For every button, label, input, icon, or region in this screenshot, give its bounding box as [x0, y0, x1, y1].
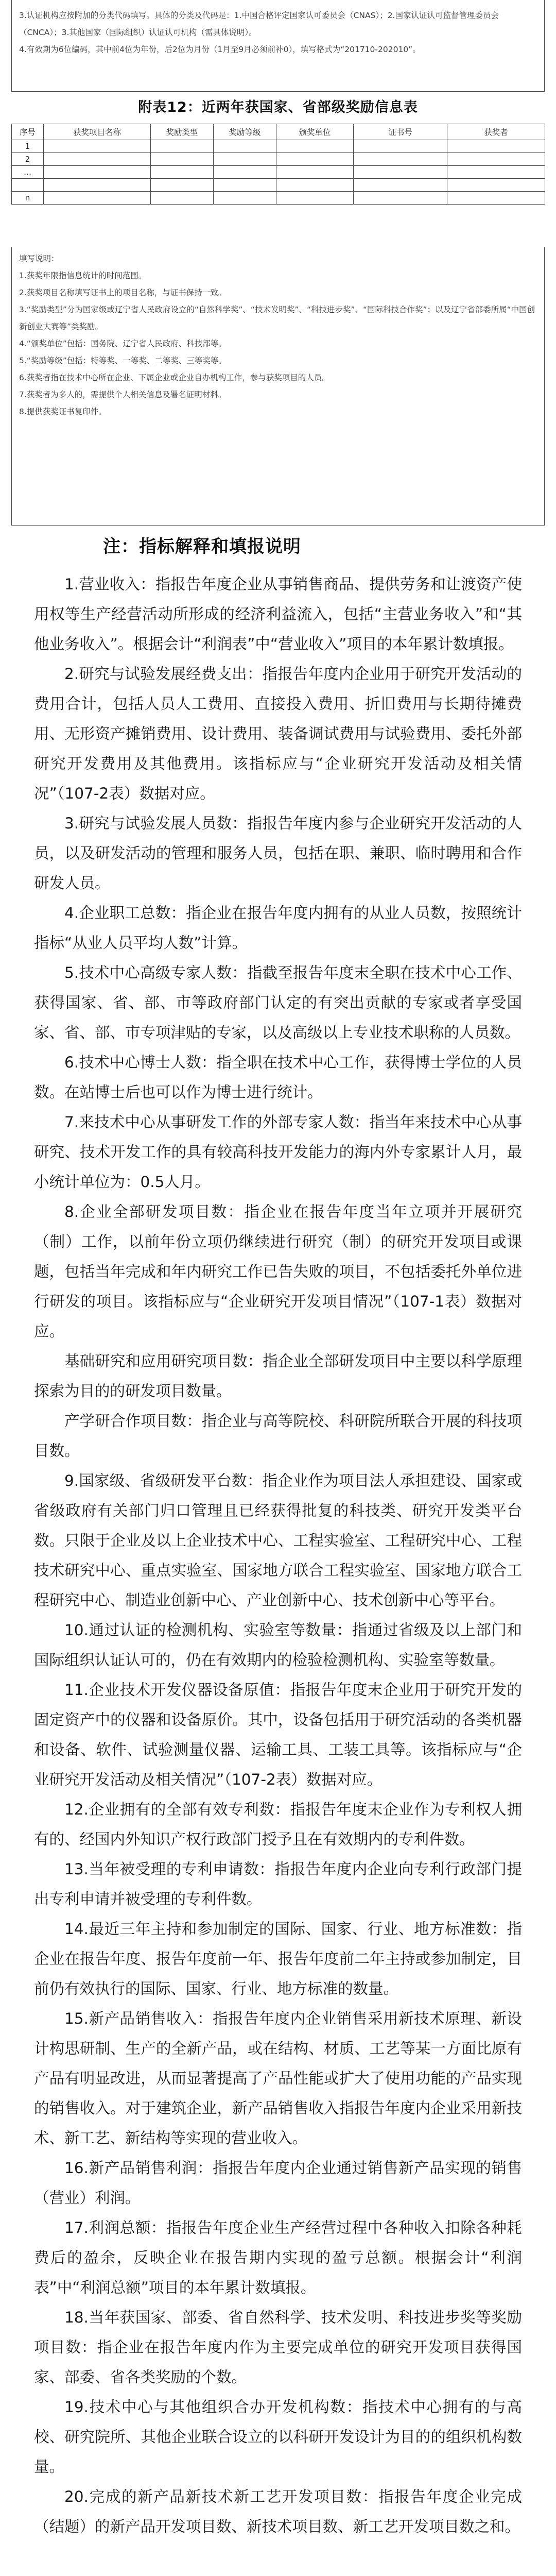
row-number: n	[12, 192, 44, 205]
explanation-item: 15.新产品销售收入：指报告年度内企业销售采用新技术原理、新设计构思研制、生产的全新产品，或在结构、材质、工艺等某一方面比原有产品有明显改进，从而显著提高了产品性能或扩大了使用功能的产品实现的销售收入。对于建筑企业，新产品销售收入指报告年度内企业采用新技术、新工艺、新结构等实现的营业收入。	[34, 2010, 522, 2147]
explanation-item: 6.技术中心博士人数：指全职在技术中心工作，获得博士学位的人员数。在站博士后也可以作为博士进行统计。	[34, 1054, 522, 1101]
explanation-item: 13.当年被受理的专利申请数：指报告年度内企业向专利行政部门提出专利申请并被受理的专利件数。	[34, 1860, 522, 1908]
explanation-item: 20.完成的新产品新技术新工艺开发项目数：指报告年度企业完成（结题）的新产品开发项目数、新技术项目数、新工艺开发项目数之和。	[34, 2488, 522, 2535]
explanation-item: 12.企业拥有的全部有效专利数：指报告年度末企业作为专利权人拥有的、经国内外知识产权行政部门授予且在有效期内的专利件数。	[34, 1801, 522, 1848]
row-number: 1	[12, 140, 44, 153]
explanation-item: 10.通过认证的检测机构、实验室等数量：指通过省级及以上部门和国际组织认证认可的，仍在有效期内的检验检测机构、实验室等数量。	[34, 1621, 522, 1669]
header-cell: 奖励类型	[151, 124, 214, 140]
table-row	[12, 166, 545, 179]
fill-instruction-item: 7.获奖者为多人的，需提供个人相关信息及署名证明材料。	[19, 390, 227, 399]
explanation-item: 5.技术中心高级专家人数：指截至报告年度末全职在技术中心工作、获得国家、省、部、市等政府部门认定的有突出贡献的专家或者享受国家、省、部、市专项津贴的专家，以及高级以上专业技术职称的人员数。	[34, 964, 522, 1041]
header-cell: 颁奖单位	[276, 124, 354, 140]
note-item: 4.有效期为6位编码，其中前4位为年份，后2位为月份（1月至9月必须前补0），填写格式为“201710-202010”。	[19, 45, 421, 54]
header-cell: 获奖项目名称	[44, 124, 151, 140]
table-row	[12, 192, 545, 205]
explanations-heading: 注：指标解释和填报说明	[103, 536, 301, 557]
explanation-item: 8.企业全部研发项目数：指企业在报告年度当年立项并开展研究（制）工作，以前年份立项仍继续进行研究（制）的研究开发项目或课题，包括当年完成和年内研究工作已告失败的项目，不包括委托外单位进行研发的项目。该指标应与“企业研究开发项目情况”（107-1表）数据对应。	[34, 1203, 522, 1340]
fill-instruction-item: 5.“奖励等级”包括：特等奖、一等奖、二等奖、三等奖等。	[19, 356, 227, 365]
explanation-item: 9.国家级、省级研发平台数：指企业作为项目法人承担建设、国家或省级政府有关部门归口管理且已经获得批复的科技类、研究开发类平台数。只限于企业及以上企业技术中心、工程实验室、工程研究中心、工程技术研究中心、重点实验室、国家地方联合工程实验室、国家地方联合工程研究中心、制造业创新中心、产业创新中心、技术创新中心等平台。	[34, 1472, 522, 1609]
explanation-item: 14.最近三年主持和参加制定的国际、国家、行业、地方标准数：指企业在报告年度、报告年度前一年、报告年度前二年主持或参加制定，目前仍有效执行的国际、国家、行业、地方标准的数量。	[34, 1920, 522, 1997]
explanation-item: 7.来技术中心从事研发工作的外部专家人数：指当年来技术中心从事研究、技术开发工作的具有较高科技开发能力的海内外专家累计人月，最小统计单位为：0.5人月。	[34, 1113, 522, 1191]
explanation-item: 2.研究与试验发展经费支出：指报告年度内企业用于研究开发活动的费用合计，包括人员人工费用、直接投入费用、折旧费用与长期待摊费用、无形资产摊销费用、设计费用、装备调试费用与试验费用、委托外部研究开发费用及其他费用。该指标应与“企业研究开发活动及相关情况”（107-2表）数据对应。	[34, 665, 522, 802]
table-row	[12, 140, 545, 153]
fill-instructions-title: 填写说明：	[19, 254, 59, 263]
fill-instructions	[11, 247, 545, 526]
fill-instruction-item: 3.“奖励类型”分为国家级或辽宁省人民政府设立的“自然科学奖”、“技术发明奖”、“科技进步奖”、“国际科技合作奖”；以及辽宁省部委所属“中国创新创业大赛等”类奖励。	[19, 305, 535, 331]
table-title: 附表12：近两年获国家、省部级奖励信息表	[138, 99, 418, 115]
header-cell: 奖励等级	[214, 124, 276, 140]
fill-instruction-item: 4.“颁奖单位”包括：国务院、辽宁省人民政府、科技部等。	[19, 339, 227, 348]
explanation-item: 基础研究和应用研究项目数：指企业全部研发项目中主要以科学原理探索为目的的研发项目数量。	[34, 1352, 522, 1400]
header-cell: 获奖者	[447, 124, 545, 140]
explanation-item: 17.利润总额：指报告年度企业生产经营过程中各种收入扣除各种耗费后的盈余，反映企业在报告期内实现的盈亏总额。根据会计“利润表”中“利润总额”项目的本年累计数填报。	[34, 2219, 522, 2296]
header-cell: 证书号	[354, 124, 447, 140]
explanation-item: 3.研究与试验发展人员数：指报告年度内参与企业研究开发活动的人员，以及研发活动的管理和服务人员，包括在职、兼职、临时聘用和合作研发人员。	[34, 815, 522, 892]
table-row	[12, 153, 545, 166]
explanations-body	[34, 569, 522, 2541]
explanation-item: 19.技术中心与其他组织合办开发机构数：指技术中心拥有的与高校、研究院所、其他企业联合设立的以科研开发设计为目的的组织机构数量。	[34, 2398, 522, 2476]
explanation-item: 4.企业职工总数：指企业在报告年度内拥有的从业人员数，按照统计指标“从业人员平均人数”计算。	[34, 904, 522, 952]
row-number: …	[12, 166, 44, 179]
explanation-item: 18.当年获国家、部委、省自然科学、技术发明、科技进步奖等奖励项目数：指企业在报告年度内作为主要完成单位的研究开发项目获得国家、部委、省各类奖励的个数。	[34, 2309, 522, 2386]
table-header-row	[12, 124, 545, 140]
note-item: 3.认证机构应按附加的分类代码填写。具体的分类及代码是：1.中国合格评定国家认可委员会（CNAS）；2.国家认证认可监督管理委员会（CNCA）；3.其他国家（国际组织）认证认可机构（需具体说明）。	[19, 11, 499, 37]
explanation-item: 1.营业收入：指报告年度企业从事销售商品、提供劳务和让渡资产使用权等生产经营活动所形成的经济利益流入，包括“主营业务收入”和“其他业务收入”。根据会计“利润表”中“营业收入”项目的本年累计数填报。	[34, 575, 522, 653]
fill-instruction-item: 2.获奖项目名称填写证书上的项目名称，与证书保持一致。	[19, 288, 227, 297]
row-number: 2	[12, 153, 44, 166]
fill-instruction-item: 6.获奖者指在技术中心所在企业、下属企业或企业自办机构工作，参与获奖项目的人员。	[19, 373, 330, 382]
explanation-item: 16.新产品销售利润：指报告年度内企业通过销售新产品实现的销售（营业）利润。	[34, 2159, 522, 2207]
explanation-item: 产学研合作项目数：指企业与高等院校、科研院所联合开展的科技项目数。	[34, 1412, 522, 1460]
table-row	[12, 179, 545, 192]
fill-instruction-item: 8.提供获奖证书复印件。	[19, 407, 107, 416]
header-cell: 序号	[12, 124, 44, 140]
explanation-item: 11.企业技术开发仪器设备原值：指报告年度末企业用于研究开发的固定资产中的仪器和设备原价。其中，设备包括用于研究活动的各类机器和设备、软件、试验测量仪器、运输工具、工装工具等。该指标应与“企业研究开发活动及相关情况”（107-2表）数据对应。	[34, 1681, 522, 1788]
fill-instruction-item: 1.获奖年限指信息统计的时间范围。	[19, 271, 147, 280]
table-notes-continued	[11, 0, 545, 92]
awards-table	[11, 124, 545, 205]
